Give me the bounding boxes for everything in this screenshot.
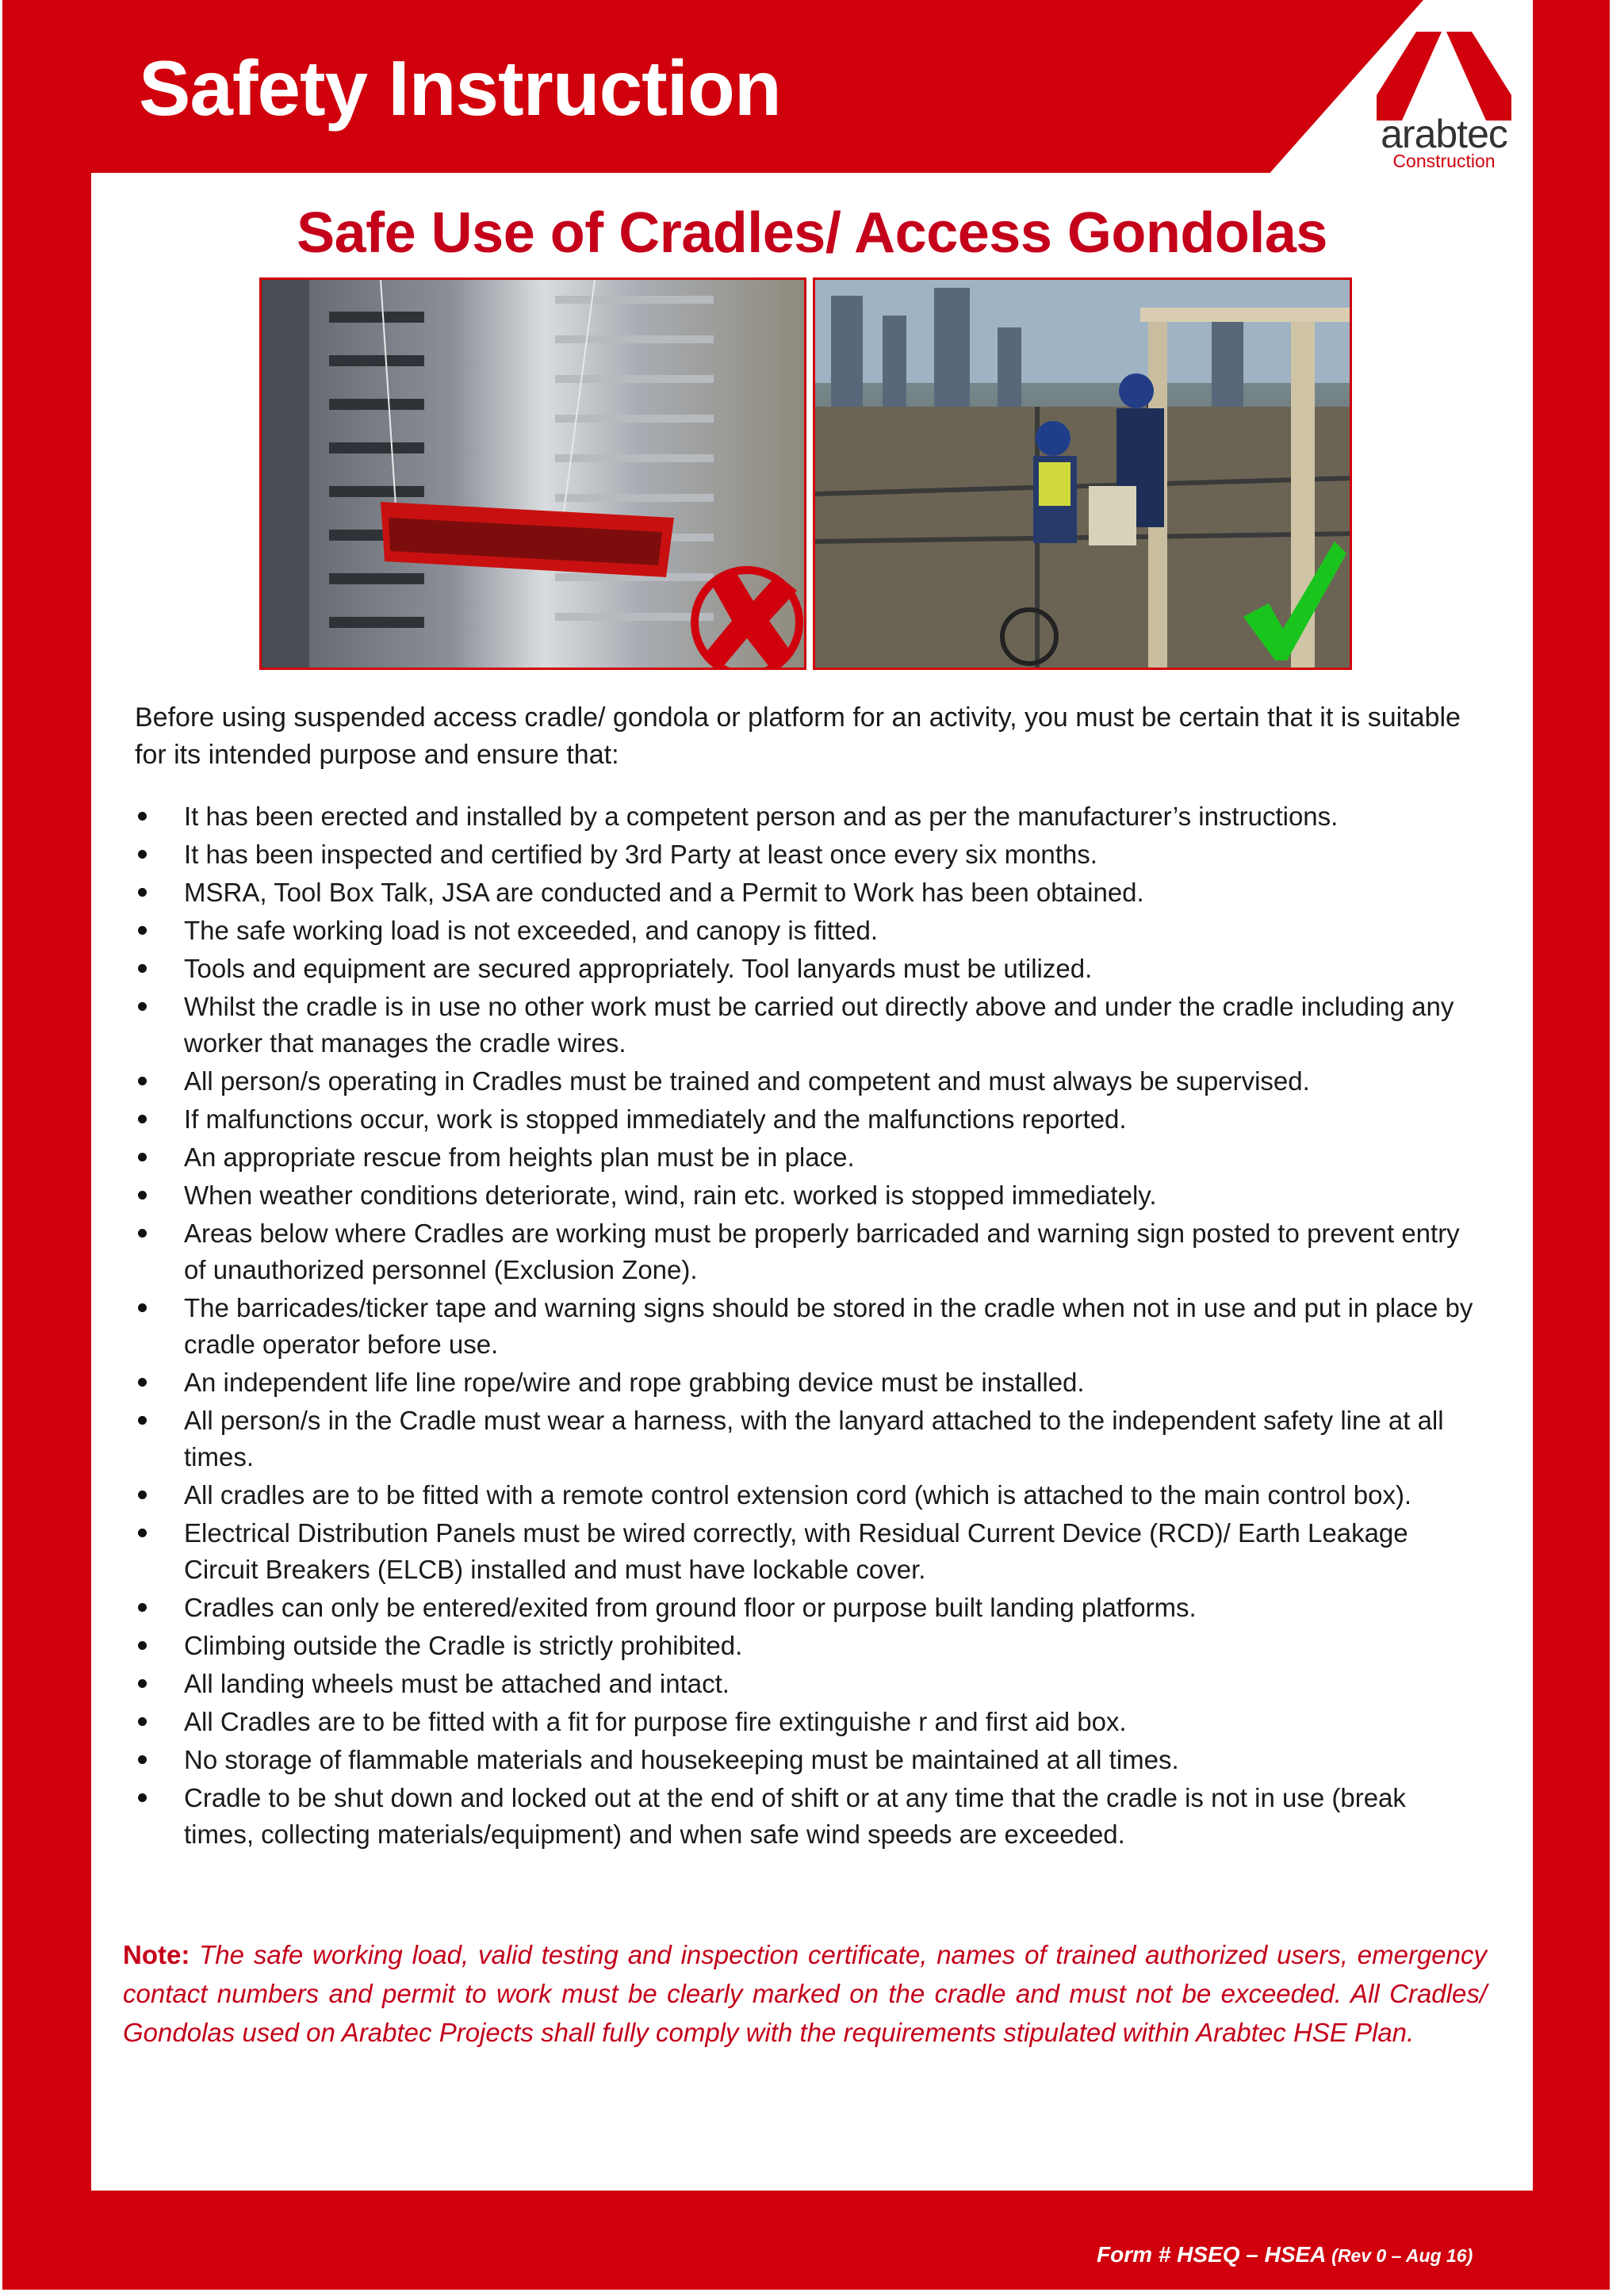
list-item-text: Tools and equipment are secured appropriately. Tool lanyards must be utilized. xyxy=(184,954,1093,983)
note-text: The safe working load, valid testing and inspection certificate, names of trained authorized users, emergency contact numbers and permit to work must be clearly marked on the cradle and must not be exceeded. All Cradles/ Gondolas used on Arabtec Projects shall fully comply with the requirements stipulated within Arabtec HSE Plan. xyxy=(123,1940,1487,2047)
bullet-icon xyxy=(138,1303,147,1312)
bullet-icon xyxy=(138,1115,147,1123)
note-label: Note: xyxy=(123,1940,190,1969)
list-item xyxy=(135,1704,1475,1740)
header-title: Safety Instruction xyxy=(139,44,781,132)
list-item xyxy=(135,951,1475,987)
list-item-text: The barricades/ticker tape and warning signs should be stored in the cradle when not in use and put in place by cradle operator before use. xyxy=(184,1293,1473,1359)
list-item-text: An independent life line rope/wire and rope grabbing device must be installed. xyxy=(184,1368,1085,1397)
logo-name: arabtec xyxy=(1381,112,1507,156)
bullet-icon xyxy=(138,888,147,897)
list-item-text: Cradle to be shut down and locked out at the end of shift or at any time that the cradle is not in use (break times, collecting materials/equipment) and when safe wind speeds are exceeded. xyxy=(184,1783,1406,1849)
list-item-text: The safe working load is not exceeded, and canopy is fitted. xyxy=(184,916,879,945)
bullet-icon xyxy=(138,1378,147,1387)
list-item-text: Climbing outside the Cradle is strictly prohibited. xyxy=(184,1631,743,1660)
bullet-icon xyxy=(138,1603,147,1612)
bullet-icon xyxy=(138,1755,147,1764)
list-item-text: When weather conditions deteriorate, wind, rain etc. worked is stopped immediately. xyxy=(184,1181,1157,1210)
list-item-text: No storage of flammable materials and housekeeping must be maintained at all times. xyxy=(184,1745,1179,1774)
red-cross-icon xyxy=(262,280,806,670)
form-number: Form # HSEQ – HSEA xyxy=(1097,2242,1326,2267)
list-item xyxy=(135,1780,1475,1853)
list-item xyxy=(135,1290,1475,1363)
bullet-icon xyxy=(138,1191,147,1200)
logo-subtitle: Construction xyxy=(1392,151,1496,171)
list-item xyxy=(135,1364,1475,1401)
list-item-text: All Cradles are to be fitted with a fit for purpose fire extinguishe r and first aid box. xyxy=(184,1707,1127,1736)
list-item-text: It has been inspected and certified by 3rd Party at least once every six months. xyxy=(184,840,1097,869)
bullet-icon xyxy=(138,926,147,935)
list-item xyxy=(135,989,1475,1062)
list-item-text: An appropriate rescue from heights plan must be in place. xyxy=(184,1142,855,1172)
bullet-icon xyxy=(138,1641,147,1650)
list-item xyxy=(135,1215,1475,1288)
list-item-text: Cradles can only be entered/exited from ground floor or purpose built landing platforms. xyxy=(184,1593,1197,1622)
intro-text: Before using suspended access cradle/ gondola or platform for an activity, you must be certain that it is suitable for its intended purpose and ensure that: xyxy=(135,702,1461,770)
cradle-photo-safe xyxy=(813,277,1352,670)
document-title: Safe Use of Cradles/ Access Gondolas xyxy=(297,201,1327,265)
list-item xyxy=(135,1177,1475,1214)
list-item-text: Whilst the cradle is in use no other work must be carried out directly above and under the cradle including any worker that manages the cradle wires. xyxy=(184,992,1454,1058)
list-item-text: Electrical Distribution Panels must be wired correctly, with Residual Current Device (RCD)/ Earth Leakage Circuit Breakers (ELCB) installed and must have lockable cover. xyxy=(184,1518,1408,1584)
list-item-text: MSRA, Tool Box Talk, JSA are conducted and a Permit to Work has been obtained. xyxy=(184,878,1144,907)
green-check-icon xyxy=(815,280,1352,670)
bullet-icon xyxy=(138,1679,147,1688)
list-item xyxy=(135,913,1475,949)
bullet-icon xyxy=(138,1077,147,1085)
list-item xyxy=(135,874,1475,911)
list-item-text: It has been erected and installed by a competent person and as per the manufacturer’s instructions. xyxy=(184,802,1339,831)
list-item xyxy=(135,1101,1475,1138)
list-item-text: If malfunctions occur, work is stopped immediately and the malfunctions reported. xyxy=(184,1104,1127,1134)
cradle-photo-unsafe xyxy=(259,277,806,670)
arabtec-logo-icon xyxy=(1377,32,1511,121)
list-item xyxy=(135,1515,1475,1588)
list-item xyxy=(135,1628,1475,1664)
bullet-icon xyxy=(138,1229,147,1238)
bullet-icon xyxy=(138,1002,147,1011)
list-item xyxy=(135,798,1475,835)
requirements-list xyxy=(135,798,1475,1854)
note-paragraph xyxy=(123,1935,1487,2052)
list-item-text: All person/s in the Cradle must wear a harness, with the lanyard attached to the independent safety line at all times. xyxy=(184,1406,1444,1471)
list-item xyxy=(135,1063,1475,1100)
form-revision: (Rev 0 – Aug 16) xyxy=(1331,2245,1473,2266)
page-edge-left xyxy=(0,0,2,2296)
bullet-icon xyxy=(138,850,147,859)
list-item xyxy=(135,1666,1475,1702)
list-item-text: Areas below where Cradles are working must be properly barricaded and warning sign posted to prevent entry of unauthorized personnel (Exclusion Zone). xyxy=(184,1219,1460,1284)
arabtec-logo xyxy=(1369,32,1519,174)
bullet-icon xyxy=(138,1153,147,1161)
list-item xyxy=(135,1742,1475,1778)
bullet-icon xyxy=(138,1416,147,1425)
bullet-icon xyxy=(138,1490,147,1499)
list-item xyxy=(135,1590,1475,1626)
bullet-icon xyxy=(138,812,147,821)
bullet-icon xyxy=(138,964,147,973)
bullet-icon xyxy=(138,1717,147,1726)
form-reference xyxy=(1097,2244,1473,2266)
bullet-icon xyxy=(138,1529,147,1537)
page-edge-right xyxy=(1610,0,1624,2296)
page-edge-bottom xyxy=(0,2290,1624,2296)
bullet-icon xyxy=(138,1793,147,1802)
list-item xyxy=(135,1477,1475,1513)
list-item-text: All person/s operating in Cradles must be trained and competent and must always be supervised. xyxy=(184,1066,1310,1096)
list-item xyxy=(135,1402,1475,1475)
list-item xyxy=(135,836,1475,873)
list-item-text: All cradles are to be fitted with a remote control extension cord (which is attached to the main control box). xyxy=(184,1480,1412,1510)
list-item-text: All landing wheels must be attached and intact. xyxy=(184,1669,730,1698)
list-item xyxy=(135,1139,1475,1176)
